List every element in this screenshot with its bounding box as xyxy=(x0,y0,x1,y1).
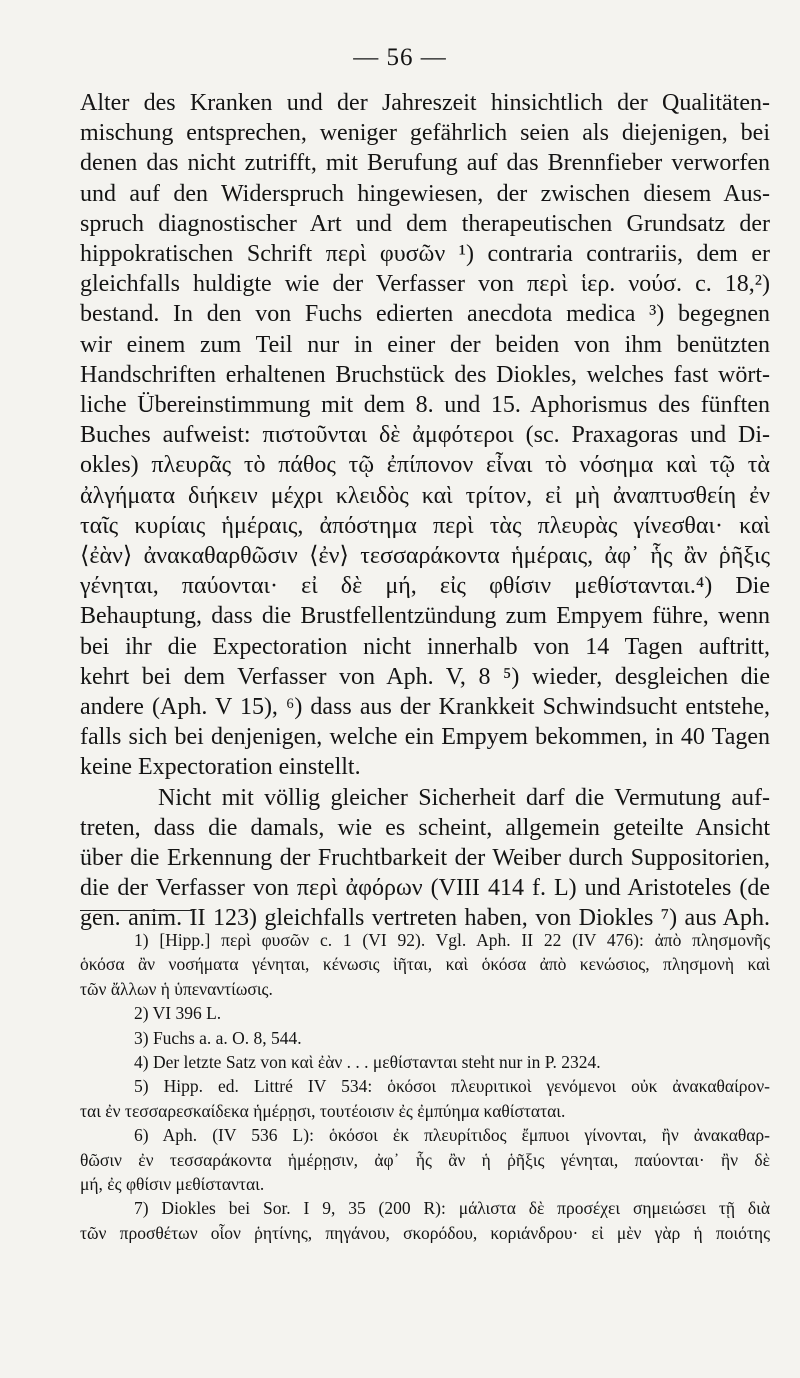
footnote-line: μή, ἐς φθίσιν μεθίστανται. xyxy=(80,1174,265,1195)
text-line: ἀλγήματα διήκειν μέχρι κλειδὸς καὶ τρίτον, εἰ μὴ ἀναπτυσθείη ἐν xyxy=(80,482,770,509)
footnote-line: 7) Diokles bei Sor. I 9, 35 (200 R): μάλιστα δὲ προσέχει σημειώσει τῇ διὰ xyxy=(134,1198,770,1219)
text-line: ταῖς κυρίαις ἡμέραις, ἀπόστημα περὶ τὰς πλευρὰς γίνεσθαι· καὶ xyxy=(80,512,770,539)
footnote-line: 2) VI 396 L. xyxy=(134,1003,222,1024)
footnote-line: 4) Der letzte Satz von καὶ ἐὰν . . . μεθίστανται steht nur in P. 2324. xyxy=(134,1052,601,1073)
text-line: über die Erkennung der Fruchtbarkeit der Weiber durch Suppositorien, xyxy=(80,845,770,872)
main-text xyxy=(80,88,770,934)
text-line: und auf den Widerspruch hingewiesen, der zwischen diesem Aus- xyxy=(80,180,770,207)
footnote-line: 3) Fuchs a. a. O. 8, 544. xyxy=(134,1027,302,1048)
text-line: gleichfalls huldigte wie der Verfasser von περὶ ἱερ. νούσ. c. 18,²) xyxy=(80,271,770,298)
text-line: kehrt bei dem Verfasser von Aph. V, 8 ⁵) wieder, desgleichen die xyxy=(80,663,770,690)
footnote-line: 6) Aph. (IV 536 L): ὁκόσοι ἐκ πλευρίτιδος ἔμπυοι γίνονται, ἢν ἀνακαθαρ- xyxy=(134,1125,770,1146)
footnote-line: τῶν προσθέτων οἷον ῥητίνης, πηγάνου, σκορόδου, κοριάνδρου· εἰ μὲν γὰρ ἡ ποιότης xyxy=(80,1222,770,1243)
footnote-line: 1) [Hipp.] περὶ φυσῶν c. 1 (VI 92). Vgl. Aph. II 22 (IV 476): ἀπὸ πλησμονῆς xyxy=(134,930,770,950)
footnote-separator xyxy=(80,910,192,911)
footnote-line: τῶν ἄλλων ἡ ὑπεναντίωσις. xyxy=(80,978,273,999)
text-line: bei ihr die Expectoration nicht innerhalb von 14 Tagen auftritt, xyxy=(80,633,770,660)
text-line: Nicht mit völlig gleicher Sicherheit darf die Vermutung auf- xyxy=(158,784,770,811)
text-line: gen. anim. II 123) gleichfalls vertreten haben, von Diokles ⁷) aus Aph. xyxy=(80,905,770,932)
text-line: Buches aufweist: πιστοῦνται δὲ ἀμφότεροι (sc. Praxagoras und Di- xyxy=(80,422,770,449)
text-line: Handschriften erhaltenen Bruchstück des Diokles, welches fast wört- xyxy=(80,361,770,388)
footnote-line: ὁκόσα ἂν νοσήματα γένηται, κένωσις ἰῆται, καὶ ὁκόσα ἀπὸ κενώσιος, πλησμονὴ καὶ xyxy=(80,954,770,975)
text-line: die der Verfasser von περὶ ἀφόρων (VIII 414 f. L) und Aristoteles (de xyxy=(80,875,770,902)
text-line: falls sich bei denjenigen, welche ein Empyem bekommen, in 40 Tagen xyxy=(80,724,770,751)
page-number: — 56 — xyxy=(353,44,447,71)
text-line: okles) πλευρᾶς τὸ πάθος τῷ ἐπίπονον εἶναι τὸ νόσημα καὶ τῷ τὰ xyxy=(80,452,770,479)
text-line: Behauptung, dass die Brustfellentzündung zum Empyem führe, wenn xyxy=(80,603,770,630)
footnotes xyxy=(80,928,770,1245)
text-line: Alter des Kranken und der Jahreszeit hinsichtlich der Qualitäten- xyxy=(80,90,770,116)
text-line: hippokratischen Schrift περὶ φυσῶν ¹) contraria contrariis, dem er xyxy=(80,241,770,268)
footnote-line: θῶσιν ἐν τεσσαράκοντα ἡμέρῃσιν, ἀφ᾿ ἧς ἂν ἡ ῥῆξις γένηται, παύονται· ἢν δὲ xyxy=(80,1149,770,1170)
text-line: liche Übereinstimmung mit dem 8. und 15. Aphorismus des fünften xyxy=(80,392,770,419)
footnote-line: ται ἐν τεσσαρεσκαίδεκα ἡμέρῃσι, τουτέοισιν ἐς ἐμπύημα καθίσταται. xyxy=(80,1100,566,1121)
text-line: wir einem zum Teil nur in einer der beiden von ihm benützten xyxy=(80,331,770,358)
text-line: γένηται, παύονται· εἰ δὲ μή, εἰς φθίσιν μεθίστανται.⁴) Die xyxy=(80,573,770,600)
footnote-line: 5) Hipp. ed. Littré IV 534: ὁκόσοι πλευριτικοὶ γενόμενοι οὐκ ἀνακαθαίρον- xyxy=(134,1076,770,1097)
text-line: keine Expectoration einstellt. xyxy=(80,754,361,781)
text-line: andere (Aph. V 15), ⁶) dass aus der Krankkeit Schwindsucht entstehe, xyxy=(80,694,770,721)
text-line: bestand. In den von Fuchs edierten anecdota medica ³) begegnen xyxy=(80,301,770,328)
text-line: ⟨ἐὰν⟩ ἀνακαθαρθῶσιν ⟨ἐν⟩ τεσσαράκοντα ἡμέραις, ἀφ᾿ ἧς ἂν ῥῆξις xyxy=(80,543,770,570)
text-line: denen das nicht zutrifft, mit Berufung auf das Brennfieber verworfen xyxy=(80,150,770,177)
text-line: treten, dass die damals, wie es scheint, allgemein geteilte Ansicht xyxy=(80,814,770,841)
text-line: mischung entsprechen, weniger gefährlich seien als diejenigen, bei xyxy=(80,120,770,147)
text-line: spruch diagnostischer Art und dem therapeutischen Grundsatz der xyxy=(80,210,770,237)
